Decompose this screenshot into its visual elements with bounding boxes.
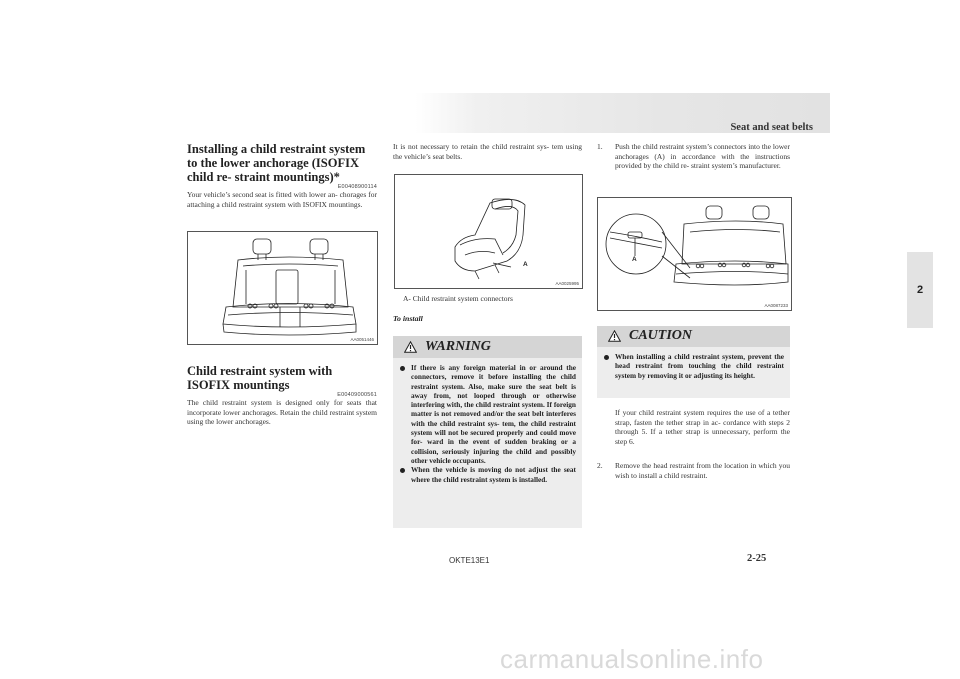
bullet-icon xyxy=(400,468,405,473)
step-number: 1. xyxy=(597,142,603,151)
intro-text-block xyxy=(393,142,582,161)
warning-title: WARNING xyxy=(425,339,491,354)
caution-triangle-icon xyxy=(608,330,621,342)
watermark-text: carmanualsonline.info xyxy=(500,644,764,674)
figure-caption: A- Child restraint system connectors xyxy=(403,294,513,303)
step-text: Push the child restraint system’s connectors into the lower anchorages (A) in accordance with the instructions provided by the child re- straint system’s manufacturer. xyxy=(615,142,790,171)
section-code: E00408900114 xyxy=(337,184,377,190)
warning-item xyxy=(399,363,576,465)
caution-header xyxy=(597,326,790,347)
tether-note-block xyxy=(615,408,790,446)
caution-list xyxy=(597,347,790,380)
document-code: OKTE13E1 xyxy=(449,556,490,565)
figure-code: AA0051446 xyxy=(350,337,374,342)
section-isofix-mountings xyxy=(187,364,377,427)
warning-item-text: If there is any foreign material in or around the connectors, remove it before installing the child restraint system. Also, make sure the seat belt is away from, not looped through or otherwise interfering with, the child restraint system. If foreign matter is not removed and/or the seat belt interferes with the child restraint sys- tem, the child restraint system will not be secured properly and could move for- ward in the event of sudden braking or a collision, seriously injuring the child and possibly other vehicle occupants. xyxy=(411,363,576,465)
anchorage-illustration xyxy=(598,198,791,310)
bullet-icon xyxy=(400,366,405,371)
caution-item xyxy=(603,352,784,380)
subheading-to-install: To install xyxy=(393,314,423,323)
section-isofix xyxy=(187,142,377,209)
child-seat-figure xyxy=(394,174,583,289)
warning-item-text: When the vehicle is moving do not adjust the seat where the child restraint system is installed. xyxy=(411,465,576,484)
step-number: 2. xyxy=(597,461,603,470)
warning-triangle-icon xyxy=(404,341,417,353)
step-2 xyxy=(597,461,790,480)
anchorage-figure xyxy=(597,197,792,311)
intro-text: It is not necessary to retain the child restraint sys- tem using the vehicle’s seat belts. xyxy=(393,142,582,161)
step-item xyxy=(597,142,790,171)
step-text: Remove the head restraint from the location in which you wish to install a child restraint. xyxy=(615,461,790,480)
rear-seat-figure xyxy=(187,231,378,345)
warning-header xyxy=(393,336,582,358)
chapter-tab xyxy=(907,252,933,328)
child-seat-illustration xyxy=(395,175,582,288)
rear-seat-illustration xyxy=(188,232,377,344)
tether-note: If your child restraint system requires the use of a tether strap, fasten the tether strap in ac- cordance with steps 2 through 5. If a tether strap is unnecessary, perform the step 6. xyxy=(615,408,790,446)
bullet-icon xyxy=(604,355,609,360)
chapter-number: 2 xyxy=(916,284,924,296)
running-header-title: Seat and seat belts xyxy=(730,122,813,133)
section-title-isofix: Installing a child restraint system to the lower anchorage (ISOFIX child re- straint mountings)* xyxy=(187,142,366,184)
figure-callout-label: A xyxy=(523,261,528,268)
caution-title: CAUTION xyxy=(629,328,693,343)
figure-callout-label: A xyxy=(632,256,637,263)
warning-list xyxy=(393,358,582,484)
section-body: Your vehicle’s second seat is fitted with lower an- chorages for attaching a child restraint system with ISOFIX mountings. xyxy=(187,190,377,209)
warning-item xyxy=(399,465,576,484)
step-1 xyxy=(597,142,790,171)
page-number: 2-25 xyxy=(747,553,767,564)
figure-code: AA0025995 xyxy=(555,281,579,286)
caution-box xyxy=(597,326,790,398)
step-item xyxy=(597,461,790,480)
warning-box xyxy=(393,336,582,528)
figure-code: AA0087233 xyxy=(764,303,788,308)
watermark xyxy=(500,644,763,675)
section-title-mountings: Child restraint system with ISOFIX mountings xyxy=(187,364,333,392)
section-body: The child restraint system is designed only for seats that incorporate lower anchorages. Retain the child restraint system using the lower anchorages. xyxy=(187,398,377,427)
caution-item-text: When installing a child restraint system, prevent the head restraint from touching the child restraint system by removing it or adjusting its height. xyxy=(615,352,784,380)
section-code: E00409000561 xyxy=(337,392,377,398)
